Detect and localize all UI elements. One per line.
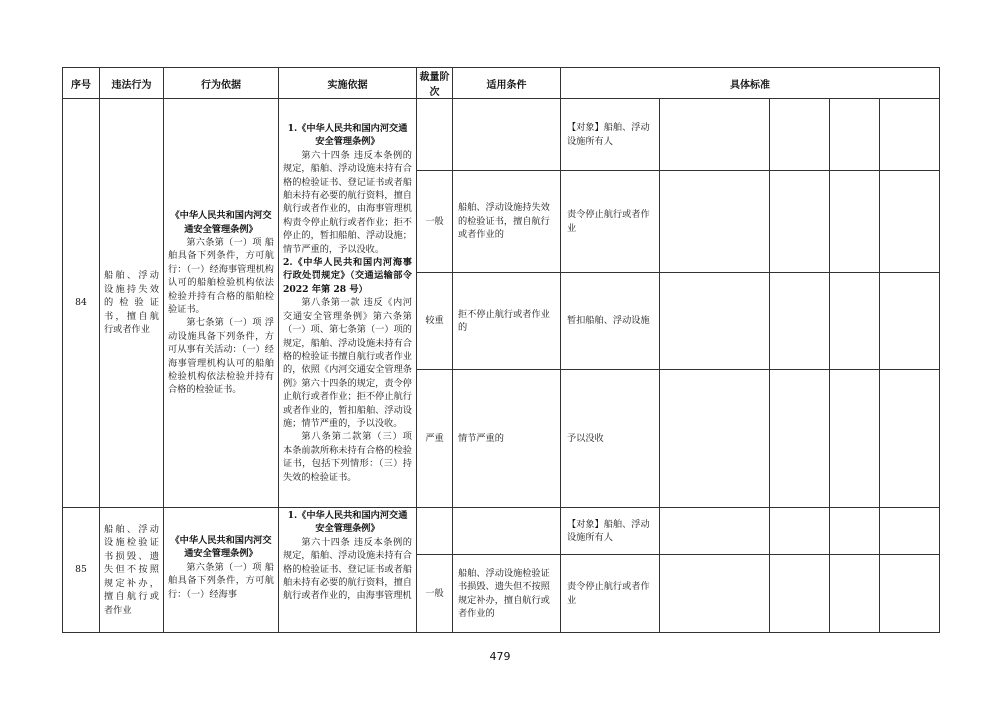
cond-cell: 情节严重的 [453,370,561,508]
basis-title: 《中华人民共和国内河交通安全管理条例》 [170,535,272,560]
basis-paragraph: 第六条第（一）项 船舶具备下列条件，方可航行：（一）经海事 [168,561,274,600]
row-number: 85 [63,508,100,633]
header-cond: 适用条件 [453,68,561,99]
empty-cell [880,273,940,370]
empty-cell [880,171,940,273]
impl-title: 2.《中华人民共和国内河海事行政处罚规定》（交通运输部令 2022 年第 28 号） [283,257,412,295]
basis-paragraph: 第六条第（一）项 船舶具备下列条件，方可航行：（一）经海事管理机构认可的船舶检验机构依法检验并持有合格的船舶检验证书。 [168,236,274,315]
empty-cell [880,555,940,633]
empty-cell [830,555,880,633]
cond-cell [453,99,561,171]
header-no: 序号 [63,68,100,99]
basis-paragraph: 第七条第（一）项 浮动设施具备下列条件，方可从事有关活动：（一）经海事管理机构认可的船舶检验机构依法检验并持有合格的检验证书。 [168,317,274,396]
level-cell: 一般 [417,171,453,273]
impl-cell [279,99,417,508]
cond-cell: 船舶、浮动设施持失效的检验证书，擅自航行或者作业的 [453,171,561,273]
empty-cell [770,508,830,555]
impl-paragraph: 第六十四条 违反本条例的规定，船舶、浮动设施未持有合格的检验证书、登记证书或者船舶未持有必要的航行资料，擅自航行或者作业的，由海事管理机 [283,536,412,602]
empty-cell [830,171,880,273]
empty-cell [830,508,880,555]
empty-cell [770,273,830,370]
empty-cell [660,171,770,273]
level-cell [417,99,453,171]
empty-cell [830,370,880,508]
empty-cell [830,273,880,370]
level-cell: 一般 [417,555,453,633]
impl-title: 1.《中华人民共和国内河交通安全管理条例》 [287,123,408,148]
cond-cell: 拒不停止航行或者作业的 [453,273,561,370]
page-number: 479 [489,650,511,663]
table-row [63,508,940,555]
header-violation: 违法行为 [100,68,164,99]
empty-cell [830,99,880,171]
header-impl: 实施依据 [279,68,417,99]
level-cell: 严重 [417,370,453,508]
violation-cell: 船舶、浮动设施持失效的检验证书，擅自航行或者作业 [100,99,164,508]
std-cell: 【对象】船舶、浮动设施所有人 [561,508,660,555]
level-cell [417,508,453,555]
empty-cell [660,273,770,370]
std-cell: 责令停止航行或者作业 [561,555,660,633]
cond-cell: 船舶、浮动设施检验证书损毁、遗失但不按照规定补办，擅自航行或者作业的 [453,555,561,633]
empty-cell [660,555,770,633]
header-basis: 行为依据 [164,68,279,99]
empty-cell [880,99,940,171]
penalty-standards-table [62,67,940,633]
basis-title: 《中华人民共和国内河交通安全管理条例》 [170,210,272,235]
level-cell: 较重 [417,273,453,370]
std-cell: 暂扣船舶、浮动设施 [561,273,660,370]
basis-cell [164,99,279,508]
cond-cell [453,508,561,555]
impl-paragraph: 第八条第一款 违反《内河交通安全管理条例》第六条第（一）项、第七条第（一）项的规定，船舶、浮动设施未持有合格的检验证书擅自航行或者作业的，依照《内河交通安全管理条例》第六十四条的规定，责令停止航行或者作业；拒不停止航行或者作业的，暂扣船舶、浮动设施；情节严重的，予以没收。 [283,297,412,429]
std-cell: 【对象】船舶、浮动设施所有人 [561,99,660,171]
empty-cell [880,370,940,508]
empty-cell [770,555,830,633]
empty-cell [660,99,770,171]
impl-title: 1.《中华人民共和国内河交通安全管理条例》 [287,510,408,535]
empty-cell [770,370,830,508]
std-cell: 予以没收 [561,370,660,508]
empty-cell [660,370,770,508]
empty-cell [770,99,830,171]
basis-cell [164,508,279,633]
impl-cell [279,508,417,633]
header-std: 具体标准 [561,68,940,99]
header-row [63,68,940,99]
impl-paragraph: 第八条第二款第（三）项 本条前款所称未持有合格的检验证书，包括下列情形：（三）持失效的检验证书。 [283,431,412,483]
empty-cell [880,508,940,555]
empty-cell [770,171,830,273]
std-cell: 责令停止航行或者作业 [561,171,660,273]
violation-cell: 船舶、浮动设施检验证书损毁、遗失但不按照规定补办，擅自航行或者作业 [100,508,164,633]
row-number: 84 [63,99,100,508]
impl-paragraph: 第六十四条 违反本条例的规定，船舶、浮动设施未持有合格的检验证书、登记证书或者船舶未持有必要的航行资料，擅自航行或者作业的，由海事管理机构责令停止航行或者作业；拒不停止的，暂扣船舶、浮动设施；情节严重的，予以没收。 [283,149,412,255]
header-level: 裁量阶次 [417,68,453,99]
table-row [63,99,940,171]
empty-cell [660,508,770,555]
